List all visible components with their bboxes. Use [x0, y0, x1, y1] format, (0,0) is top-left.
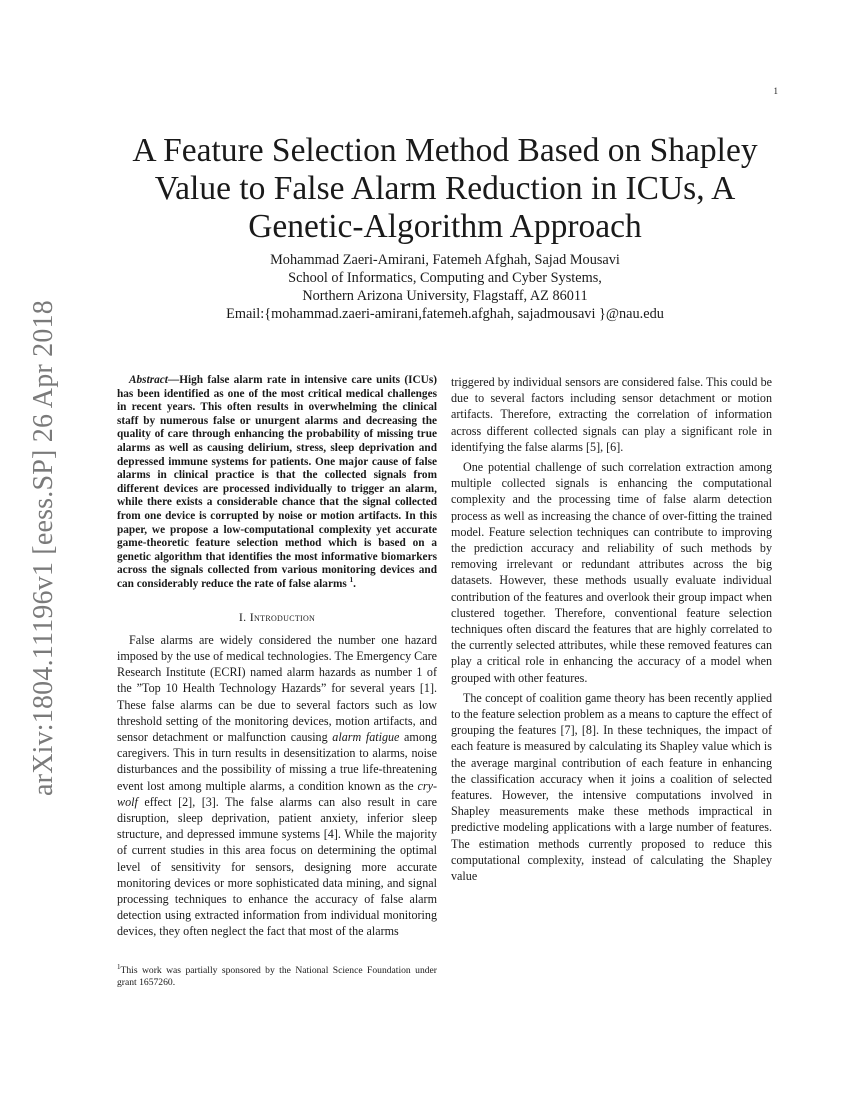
intro-p1-italic-cry-wolf: cry-wolf	[117, 778, 437, 809]
intro-paragraph-3: The concept of coalition game theory has been recently applied to the feature selection problem as a means to capture the effect of grouping the features [7], [8]. In these techniques, the impact of each feature is measured by calculating its Shapley value which is the average marginal contribution of each feature in enhancing the classification accuracy when it joins a coalition of selected features. However, the intensive computations involved in Shapley measurements make these methods impractical in predictive modeling applications with a large number of features. The estimation methods currently proposed to reduce this computational complexity, instead of calculating the Shapley value	[451, 690, 772, 884]
affiliation-university: Northern Arizona University, Flagstaff, AZ 86011	[302, 288, 588, 304]
section-number: I.	[238, 609, 247, 624]
section-heading-introduction	[117, 609, 437, 625]
abstract-dash: —	[167, 374, 180, 386]
intro-p1-part3: effect [2], [3]. The false alarms can also result in care disruption, sleep deprivation, patient anxiety, inferior sleep structure, and depressed immune systems [4]. While the majority of current studies in this area focus on determining the optimal level of sensitivity for sensors, designing more accurate monitoring devices or more sophisticated data mining, and signal processing techniques to enhance the accuracy of false alarm detection using extracted information from individual monitoring devices, they often neglect the fact that most of the alarms	[117, 794, 437, 939]
intro-p1-part1: False alarms are widely considered the number one hazard imposed by the use of medical technologies. The Emergency Care Research Institute (ECRI) named alarm hazards as number 1 of the ”Top 10 Health Technology Hazards” for several years [1]. These false alarms can be due to several factors such as low threshold setting of the monitoring devices, motion artifacts, and sensor detachment or malfunction causing	[117, 632, 437, 744]
intro-paragraph-2: One potential challenge of such correlation extraction among multiple collected signals is enhancing the computational complexity and the processing time of false alarm detection process as well as increasing the chance of over-fitting the trained model. Feature selection techniques can contribute to improving the prediction accuracy and reliability of such methods by removing irrelevant or redundant attributes across the big datasets. However, these methods usually evaluate individual contribution of the features and overlook their group impact when clustered together. Therefore, conventional feature selection techniques often discard the features that are highly correlated to the currently selected attributes, while these removed features can play a critical role in enhancing the accuracy of a model when grouped with other features.	[451, 460, 772, 685]
author-block	[100, 251, 790, 323]
abstract-text: High false alarm rate in intensive care units (ICUs) has been identified as one of the most critical medical challenges in recent years. This often results in overwhelming the clinical staff by numerous false or unurgent alarms and decreasing the quality of care through enhancing the probability of missing true alarms as well as causing delirium, stress, sleep deprivation and depressed immune systems for patients. One major cause of false alarms in clinical practice is that the collected signals from different devices are processed individually to trigger an alarm, while there exists a considerable chance that the signal collected from one device is corrupted by noise or motion artifacts. In this paper, we propose a low-computational complexity yet accurate game-theoretic feature selection method which is based on a genetic algorithm that identifies the most informative biomarkers across the signals collected from various monitoring devices and can considerably reduce the rate of false alarms	[117, 374, 437, 590]
affiliation-school: School of Informatics, Computing and Cyber Systems,	[288, 270, 602, 286]
footnote	[117, 962, 437, 989]
title-line-2: Value to False Alarm Reduction in ICUs, A	[154, 170, 736, 207]
abstract-end: .	[353, 577, 356, 590]
abstract	[117, 374, 437, 592]
intro-p1-italic-alarm-fatigue: alarm fatigue	[332, 729, 400, 744]
page-number: 1	[773, 86, 778, 96]
section-title: Introduction	[249, 609, 316, 624]
intro-p1-part2: among caregivers. This in turn results in desensitization to alarms, noise disturbances and the possibility of missing a true life-threatening event lost among multiple alarms, a condition known as the	[117, 729, 437, 793]
author-names: Mohammad Zaeri-Amirani, Fatemeh Afghah, Sajad Mousavi	[270, 252, 620, 268]
right-column	[451, 374, 772, 888]
footnote-text: This work was partially sponsored by the National Science Foundation under grant 1657260.	[117, 965, 437, 988]
title-line-1: A Feature Selection Method Based on Shapley	[132, 132, 758, 169]
intro-paragraph-1	[117, 632, 437, 940]
arxiv-identifier-stamp: arXiv:1804.11196v1 [eess.SP] 26 Apr 2018	[28, 300, 59, 796]
paper-title	[100, 132, 790, 246]
footnote-marker: 1	[117, 962, 121, 971]
author-emails: Email:{mohammad.zaeri-amirani,fatemeh.afghah, sajadmousavi }@nau.edu	[226, 306, 664, 322]
abstract-label: Abstract	[129, 374, 168, 386]
intro-paragraph-1-continued: triggered by individual sensors are considered false. This could be due to several factors including sensor detachment or motion artifacts. Therefore, extracting the correlation of information across different collected signals can play a significant role in identifying the false alarms [5], [6].	[451, 375, 772, 454]
abstract-footnote-marker: 1	[349, 576, 354, 585]
title-line-3: Genetic-Algorithm Approach	[248, 208, 642, 245]
left-column	[117, 374, 437, 944]
